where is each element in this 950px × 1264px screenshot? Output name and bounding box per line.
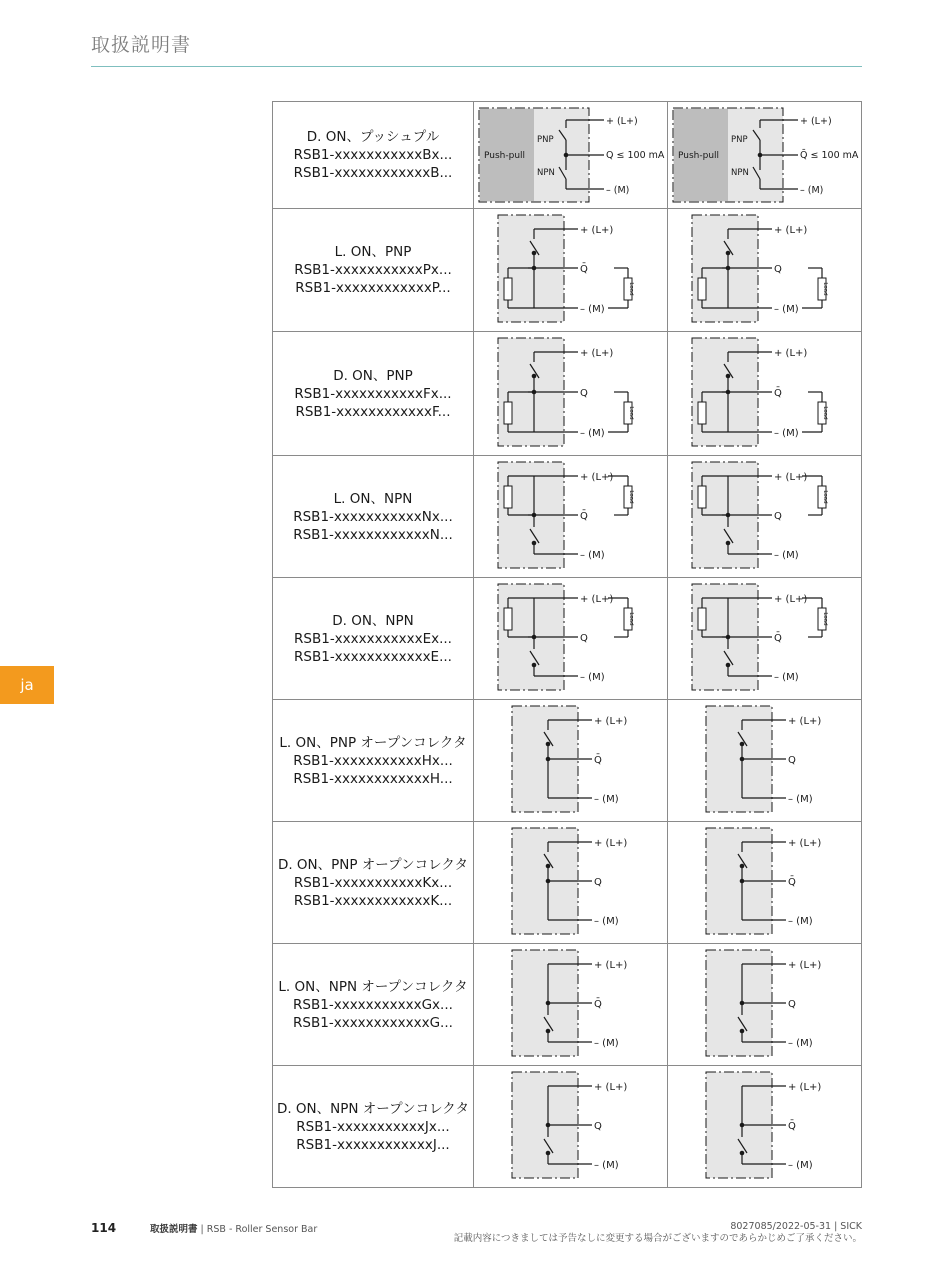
wiring-diagram: [474, 102, 667, 208]
wiring-row: [273, 822, 862, 944]
wiring-diagram: [668, 456, 861, 577]
switching-mode-label: D. ON、PNP オープンコレクタ: [277, 856, 469, 873]
model-code: RSB1-xxxxxxxxxxxKx...: [293, 874, 453, 891]
footer-doc-id: 8027085/2022-05-31 | SICK: [730, 1221, 862, 1232]
wiring-diagram-cell: [474, 102, 668, 209]
terminal-output-label: Q: [594, 877, 602, 888]
terminal-minus-label: – (M): [580, 428, 605, 439]
terminal-minus-label: – (M): [788, 794, 813, 805]
terminal-output-label: Q: [594, 1121, 602, 1132]
wiring-diagram-cell: [474, 944, 668, 1066]
terminal-plus-label: + (L+): [580, 594, 614, 605]
wiring-row-label-cell: [273, 700, 474, 822]
wiring-row-label-cell: [273, 822, 474, 944]
wiring-row: [273, 944, 862, 1066]
wiring-row-label-cell: [273, 944, 474, 1066]
footer-document-title: [150, 1221, 317, 1235]
terminal-minus-label: – (M): [580, 304, 605, 315]
terminal-output-label: Q ≤ 100 mA: [606, 150, 665, 161]
terminal-plus-label: + (L+): [800, 116, 832, 127]
header-divider: [91, 66, 862, 67]
load-resistor-icon: [818, 486, 828, 508]
terminal-output-label: Q̄ ≤ 100 mA: [800, 150, 859, 161]
push-pull-label: Push-pull: [484, 151, 526, 161]
terminal-plus-label: + (L+): [594, 1082, 628, 1093]
language-tab-label: ja: [20, 676, 34, 694]
terminal-plus-label: + (L+): [774, 594, 808, 605]
footer-notice: 記載内容につきましては予告なしに変更する場合がございますのであらかじめご了承ください。: [453, 1233, 862, 1244]
wiring-diagram: [668, 822, 861, 943]
footer-page-number: 114: [91, 1221, 117, 1235]
model-code: RSB1-xxxxxxxxxxxPx...: [294, 262, 452, 278]
wiring-diagram-cell: [668, 578, 862, 700]
wiring-diagram: [474, 209, 667, 331]
wiring-row-label-cell: [273, 456, 474, 578]
model-code: RSB1-xxxxxxxxxxxJx...: [296, 1118, 450, 1135]
model-code: RSB1-xxxxxxxxxxxFx...: [294, 385, 452, 402]
footer-product: RSB - Roller Sensor Bar: [206, 1224, 318, 1235]
terminal-output-label: Q: [774, 264, 782, 275]
wiring-row-label-cell: [273, 102, 474, 209]
terminal-minus-label: – (M): [774, 550, 799, 561]
terminal-plus-label: + (L+): [594, 716, 628, 727]
terminal-output-label: Q: [774, 511, 782, 522]
model-code: RSB1-xxxxxxxxxxxxE...: [294, 648, 452, 665]
terminal-output-label: Q̄: [788, 1121, 796, 1132]
wiring-diagram-cell: [474, 456, 668, 578]
terminal-plus-label: + (L+): [774, 225, 808, 236]
switching-mode-label: L. ON、NPN オープンコレクタ: [278, 978, 468, 995]
wiring-diagram: [668, 332, 861, 455]
terminal-output-label: Q̄: [580, 264, 588, 275]
wiring-diagram-cell: [474, 578, 668, 700]
load-label: Load: [627, 282, 634, 296]
load-resistor-icon: [624, 608, 634, 630]
terminal-output-label: Q̄: [580, 511, 588, 522]
model-code: RSB1-xxxxxxxxxxxxH...: [293, 770, 453, 787]
wiring-diagram: [474, 944, 667, 1065]
model-code: RSB1-xxxxxxxxxxxxJ...: [296, 1136, 450, 1153]
wiring-diagram-cell: [668, 456, 862, 578]
model-code: RSB1-xxxxxxxxxxxxK...: [293, 892, 453, 909]
wiring-diagram-cell: [668, 822, 862, 944]
wiring-diagram: [474, 700, 667, 821]
load-resistor-icon: [818, 608, 828, 630]
wiring-diagram-cell: [474, 209, 668, 332]
switching-mode-label: D. ON、プッシュプル: [306, 129, 440, 145]
terminal-minus-label: – (M): [774, 672, 799, 683]
wiring-diagram-cell: [474, 822, 668, 944]
terminal-minus-label: – (M): [594, 794, 619, 805]
terminal-plus-label: + (L+): [788, 716, 822, 727]
model-code: RSB1-xxxxxxxxxxxxG...: [293, 1014, 453, 1031]
wiring-diagram-cell: [668, 332, 862, 456]
model-code: RSB1-xxxxxxxxxxxHx...: [293, 752, 453, 769]
wiring-diagram-cell: [668, 944, 862, 1066]
terminal-plus-label: + (L+): [594, 960, 628, 971]
page-header-title: 取扱説明書: [91, 34, 192, 56]
terminal-minus-label: – (M): [774, 428, 799, 439]
footer-doc-type: 取扱説明書: [150, 1224, 198, 1235]
wiring-row: [273, 456, 862, 578]
terminal-plus-label: + (L+): [788, 1082, 822, 1093]
load-label: Load: [821, 490, 828, 504]
terminal-minus-label: – (M): [580, 550, 605, 561]
wiring-diagram: [668, 102, 861, 208]
language-tab[interactable]: [0, 666, 54, 704]
pnp-label: PNP: [537, 135, 554, 145]
switching-mode-label: L. ON、NPN: [333, 490, 413, 507]
terminal-output-label: Q: [788, 999, 796, 1010]
terminal-minus-label: – (M): [606, 185, 630, 196]
switching-mode-label: D. ON、PNP: [333, 367, 413, 384]
terminal-plus-label: + (L+): [594, 838, 628, 849]
wiring-diagram: [474, 456, 667, 577]
wiring-diagram: [474, 578, 667, 699]
load-label: Load: [821, 282, 828, 296]
model-code: RSB1-xxxxxxxxxxxxP...: [295, 280, 451, 296]
model-code: RSB1-xxxxxxxxxxxEx...: [294, 630, 452, 647]
switching-mode-label: D. ON、NPN: [332, 612, 414, 629]
load-label: Load: [821, 406, 828, 420]
terminal-output-label: Q: [580, 633, 588, 644]
terminal-minus-label: – (M): [788, 1160, 813, 1171]
load-label: Load: [821, 612, 828, 626]
terminal-plus-label: + (L+): [580, 225, 614, 236]
switching-mode-label: D. ON、NPN オープンコレクタ: [276, 1100, 470, 1117]
wiring-diagram-cell: [474, 700, 668, 822]
wiring-diagram: [474, 1066, 667, 1187]
terminal-minus-label: – (M): [788, 916, 813, 927]
model-code: RSB1-xxxxxxxxxxxNx...: [293, 508, 453, 525]
terminal-plus-label: + (L+): [580, 472, 614, 483]
load-label: Load: [627, 612, 634, 626]
terminal-minus-label: – (M): [594, 1038, 619, 1049]
terminal-plus-label: + (L+): [774, 348, 808, 359]
load-label: Load: [627, 490, 634, 504]
wiring-diagram: [668, 209, 861, 331]
wiring-row-label-cell: [273, 1066, 474, 1188]
push-pull-label: Push-pull: [678, 151, 720, 161]
wiring-diagram: [668, 700, 861, 821]
model-code: RSB1-xxxxxxxxxxxxF...: [295, 403, 451, 420]
load-resistor-icon: [818, 402, 828, 424]
terminal-plus-label: + (L+): [774, 472, 808, 483]
npn-label: NPN: [537, 168, 555, 178]
wiring-diagram-cell: [668, 209, 862, 332]
terminal-minus-label: – (M): [774, 304, 799, 315]
terminal-minus-label: – (M): [788, 1038, 813, 1049]
wiring-diagram: [668, 578, 861, 699]
wiring-diagram: [668, 1066, 861, 1187]
wiring-table: [272, 101, 862, 1188]
load-resistor-icon: [818, 278, 828, 300]
pnp-label: PNP: [731, 135, 748, 145]
terminal-minus-label: – (M): [580, 672, 605, 683]
wiring-row: [273, 209, 862, 332]
model-code: RSB1-xxxxxxxxxxxxB...: [293, 165, 453, 181]
terminal-output-label: Q̄: [788, 877, 796, 888]
terminal-output-label: Q̄: [594, 999, 602, 1010]
wiring-row: [273, 102, 862, 209]
switching-mode-label: L. ON、PNP オープンコレクタ: [279, 734, 467, 751]
wiring-diagram: [474, 822, 667, 943]
terminal-minus-label: – (M): [800, 185, 824, 196]
wiring-diagram-cell: [474, 1066, 668, 1188]
npn-label: NPN: [731, 168, 749, 178]
model-code: RSB1-xxxxxxxxxxxxN...: [293, 526, 453, 543]
wiring-diagram: [474, 332, 667, 455]
wiring-diagram-cell: [668, 1066, 862, 1188]
wiring-row-label-cell: [273, 209, 474, 332]
load-label: Load: [627, 406, 634, 420]
wiring-diagram: [668, 944, 861, 1065]
wiring-diagram-cell: [668, 700, 862, 822]
load-resistor-icon: [624, 278, 634, 300]
wiring-row: [273, 700, 862, 822]
wiring-row: [273, 1066, 862, 1188]
terminal-output-label: Q̄: [594, 755, 602, 766]
terminal-minus-label: – (M): [594, 916, 619, 927]
terminal-plus-label: + (L+): [788, 838, 822, 849]
model-code: RSB1-xxxxxxxxxxxBx...: [293, 147, 453, 163]
terminal-output-label: Q̄: [774, 388, 782, 399]
wiring-row: [273, 332, 862, 456]
wiring-row-label-cell: [273, 332, 474, 456]
terminal-plus-label: + (L+): [606, 116, 638, 127]
wiring-row: [273, 578, 862, 700]
wiring-row-label-cell: [273, 578, 474, 700]
wiring-diagram-cell: [474, 332, 668, 456]
terminal-minus-label: – (M): [594, 1160, 619, 1171]
load-resistor-icon: [624, 486, 634, 508]
switching-mode-label: L. ON、PNP: [334, 244, 412, 260]
footer-separator: |: [200, 1224, 204, 1235]
load-resistor-icon: [624, 402, 634, 424]
footer-right-block: [454, 1221, 862, 1245]
terminal-output-label: Q̄: [774, 633, 782, 644]
terminal-plus-label: + (L+): [788, 960, 822, 971]
wiring-diagram-cell: [668, 102, 862, 209]
terminal-plus-label: + (L+): [580, 348, 614, 359]
terminal-output-label: Q: [788, 755, 796, 766]
model-code: RSB1-xxxxxxxxxxxGx...: [293, 996, 453, 1013]
terminal-output-label: Q: [580, 388, 588, 399]
